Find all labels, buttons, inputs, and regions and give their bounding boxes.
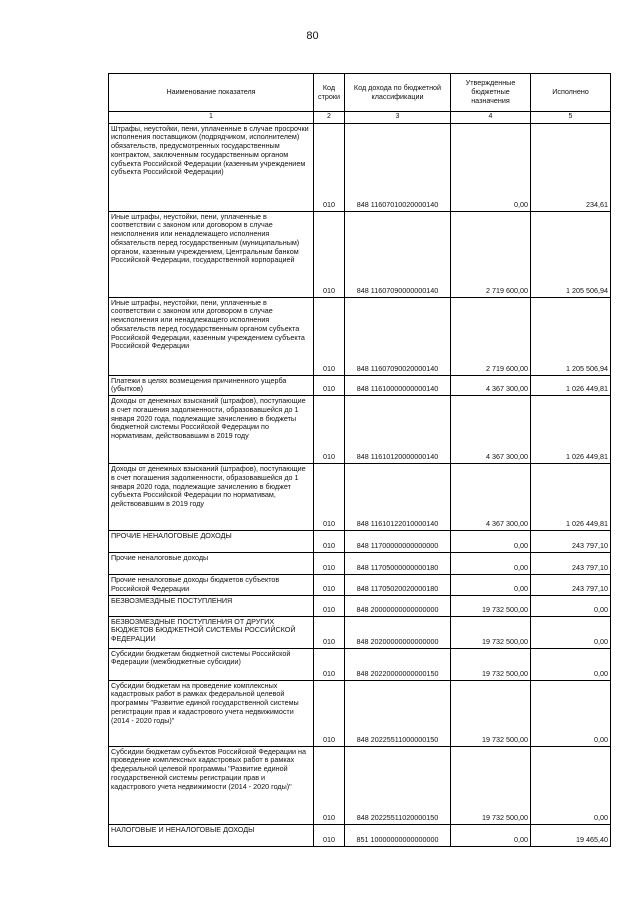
row-approved: 0,00 — [451, 123, 531, 211]
row-executed: 0,00 — [531, 616, 611, 648]
row-approved: 19 732 500,00 — [451, 616, 531, 648]
row-executed: 1 205 506,94 — [531, 297, 611, 375]
row-code: 010 — [314, 575, 345, 596]
table-row — [109, 396, 611, 464]
row-kbk: 848 20220000000000150 — [345, 648, 451, 680]
row-executed: 1 026 449,81 — [531, 375, 611, 396]
row-code: 010 — [314, 553, 345, 575]
table-row — [109, 553, 611, 575]
header-approved: Утвержденные бюджетные назначения — [451, 74, 531, 112]
header-row-code: Код строки — [314, 74, 345, 112]
row-name: Доходы от денежных взысканий (штрафов), поступающие в счет погашения задолженности, образовавшейся до 1 января 2020 года, подлежащие зачислению в бюджет субъекта Российской Федерации по нормативам, действовавшим в 2019 году — [109, 464, 314, 531]
row-name: НАЛОГОВЫЕ И НЕНАЛОГОВЫЕ ДОХОДЫ — [109, 824, 314, 846]
row-approved: 4 367 300,00 — [451, 396, 531, 464]
row-executed: 1 026 449,81 — [531, 464, 611, 531]
table-row — [109, 824, 611, 846]
row-kbk: 848 11607090000000140 — [345, 211, 451, 297]
row-code: 010 — [314, 396, 345, 464]
row-executed: 0,00 — [531, 680, 611, 746]
row-kbk: 848 11700000000000000 — [345, 531, 451, 553]
row-name: Субсидии бюджетам субъектов Российской Федерации на проведение комплексных кадастровых работ в рамках федеральной целевой программы "Развитие единой государственной системы регистрации прав и кадастрового учета недвижимости (2014 - 2020 годы)" — [109, 746, 314, 824]
column-number: 2 — [314, 112, 345, 124]
table-row — [109, 297, 611, 375]
row-approved: 0,00 — [451, 531, 531, 553]
row-code: 010 — [314, 297, 345, 375]
table-row — [109, 595, 611, 616]
row-kbk: 851 10000000000000000 — [345, 824, 451, 846]
revenue-table — [108, 73, 611, 847]
column-number: 1 — [109, 112, 314, 124]
row-approved: 19 732 500,00 — [451, 648, 531, 680]
row-name: Прочие неналоговые доходы бюджетов субъектов Российской Федерации — [109, 575, 314, 596]
row-kbk: 848 20225511000000150 — [345, 680, 451, 746]
row-code: 010 — [314, 824, 345, 846]
row-kbk: 848 11610000000000140 — [345, 375, 451, 396]
row-approved: 2 719 600,00 — [451, 297, 531, 375]
header-kbk: Код дохода по бюджетной классификации — [345, 74, 451, 112]
row-code: 010 — [314, 746, 345, 824]
header-executed: Исполнено — [531, 74, 611, 112]
row-kbk: 848 11610122010000140 — [345, 464, 451, 531]
row-executed: 234,61 — [531, 123, 611, 211]
row-approved: 19 732 500,00 — [451, 595, 531, 616]
row-name: Платежи в целях возмещения причиненного ущерба (убытков) — [109, 375, 314, 396]
row-executed: 243 797,10 — [531, 531, 611, 553]
row-name: Доходы от денежных взысканий (штрафов), поступающие в счет погашения задолженности, образовавшейся до 1 января 2020 года, подлежащие зачислению в бюджеты бюджетной системы Российской Федерации по нормативам, действовавшим в 2019 году — [109, 396, 314, 464]
row-name: Иные штрафы, неустойки, пени, уплаченные в соответствии с законом или договором в случае неисполнения или ненадлежащего исполнения обязательств перед государственным органом субъекта Российской Федерации, казенным учреждением субъекта Российской Федерации — [109, 297, 314, 375]
row-code: 010 — [314, 211, 345, 297]
row-executed: 1 205 506,94 — [531, 211, 611, 297]
row-executed: 19 465,40 — [531, 824, 611, 846]
row-approved: 4 367 300,00 — [451, 464, 531, 531]
table-row — [109, 616, 611, 648]
row-code: 010 — [314, 680, 345, 746]
row-name: Прочие неналоговые доходы — [109, 553, 314, 575]
page-number: 80 — [306, 30, 319, 42]
row-approved: 19 732 500,00 — [451, 680, 531, 746]
row-name: Штрафы, неустойки, пени, уплаченные в случае просрочки исполнения поставщиком (подрядчиком, исполнителем) обязательств, предусмотренных государственным контрактом, заключенным государственным органом субъекта Российской Федерации (казенным учреждением субъекта Российской Федерации) — [109, 123, 314, 211]
row-kbk: 848 11705020020000180 — [345, 575, 451, 596]
row-kbk: 848 11607090020000140 — [345, 297, 451, 375]
table-row — [109, 464, 611, 531]
table-row — [109, 123, 611, 211]
row-approved: 4 367 300,00 — [451, 375, 531, 396]
row-name: Субсидии бюджетам на проведение комплексных кадастровых работ в рамках федеральной целевой программы "Развитие единой государственной системы регистрации прав и кадастрового учета недвижимости (2014 - 2020 годы)" — [109, 680, 314, 746]
row-executed: 0,00 — [531, 746, 611, 824]
row-code: 010 — [314, 616, 345, 648]
row-approved: 2 719 600,00 — [451, 211, 531, 297]
row-approved: 0,00 — [451, 553, 531, 575]
column-number-row — [109, 112, 611, 124]
row-code: 010 — [314, 595, 345, 616]
table-row — [109, 211, 611, 297]
row-code: 010 — [314, 464, 345, 531]
row-kbk: 848 20225511020000150 — [345, 746, 451, 824]
row-executed: 243 797,10 — [531, 575, 611, 596]
row-kbk: 848 11705000000000180 — [345, 553, 451, 575]
column-number: 3 — [345, 112, 451, 124]
row-name: БЕЗВОЗМЕЗДНЫЕ ПОСТУПЛЕНИЯ ОТ ДРУГИХ БЮДЖЕТОВ БЮДЖЕТНОЙ СИСТЕМЫ РОССИЙСКОЙ ФЕДЕРАЦИИ — [109, 616, 314, 648]
column-number: 5 — [531, 112, 611, 124]
row-executed: 1 026 449,81 — [531, 396, 611, 464]
row-name: Субсидии бюджетам бюджетной системы Российской Федерации (межбюджетные субсидии) — [109, 648, 314, 680]
row-name: БЕЗВОЗМЕЗДНЫЕ ПОСТУПЛЕНИЯ — [109, 595, 314, 616]
row-code: 010 — [314, 531, 345, 553]
table-row — [109, 575, 611, 596]
row-code: 010 — [314, 648, 345, 680]
row-name: ПРОЧИЕ НЕНАЛОГОВЫЕ ДОХОДЫ — [109, 531, 314, 553]
table-row — [109, 375, 611, 396]
row-executed: 0,00 — [531, 595, 611, 616]
row-approved: 0,00 — [451, 824, 531, 846]
row-kbk: 848 11610120000000140 — [345, 396, 451, 464]
table-row — [109, 531, 611, 553]
row-approved: 0,00 — [451, 575, 531, 596]
row-code: 010 — [314, 123, 345, 211]
row-executed: 0,00 — [531, 648, 611, 680]
row-kbk: 848 20200000000000000 — [345, 616, 451, 648]
row-code: 010 — [314, 375, 345, 396]
row-name: Иные штрафы, неустойки, пени, уплаченные в соответствии с законом или договором в случае неисполнения или ненадлежащего исполнения обязательств перед государственным (муниципальным) органом, казенным учреждением, Центральным банком Российской Федерации, государственной корпорацией — [109, 211, 314, 297]
row-approved: 19 732 500,00 — [451, 746, 531, 824]
table-row — [109, 746, 611, 824]
table-header-row — [109, 74, 611, 112]
table-row — [109, 680, 611, 746]
header-name: Наименование показателя — [109, 74, 314, 112]
table-row — [109, 648, 611, 680]
row-kbk: 848 20000000000000000 — [345, 595, 451, 616]
row-kbk: 848 11607010020000140 — [345, 123, 451, 211]
row-executed: 243 797,10 — [531, 553, 611, 575]
column-number: 4 — [451, 112, 531, 124]
